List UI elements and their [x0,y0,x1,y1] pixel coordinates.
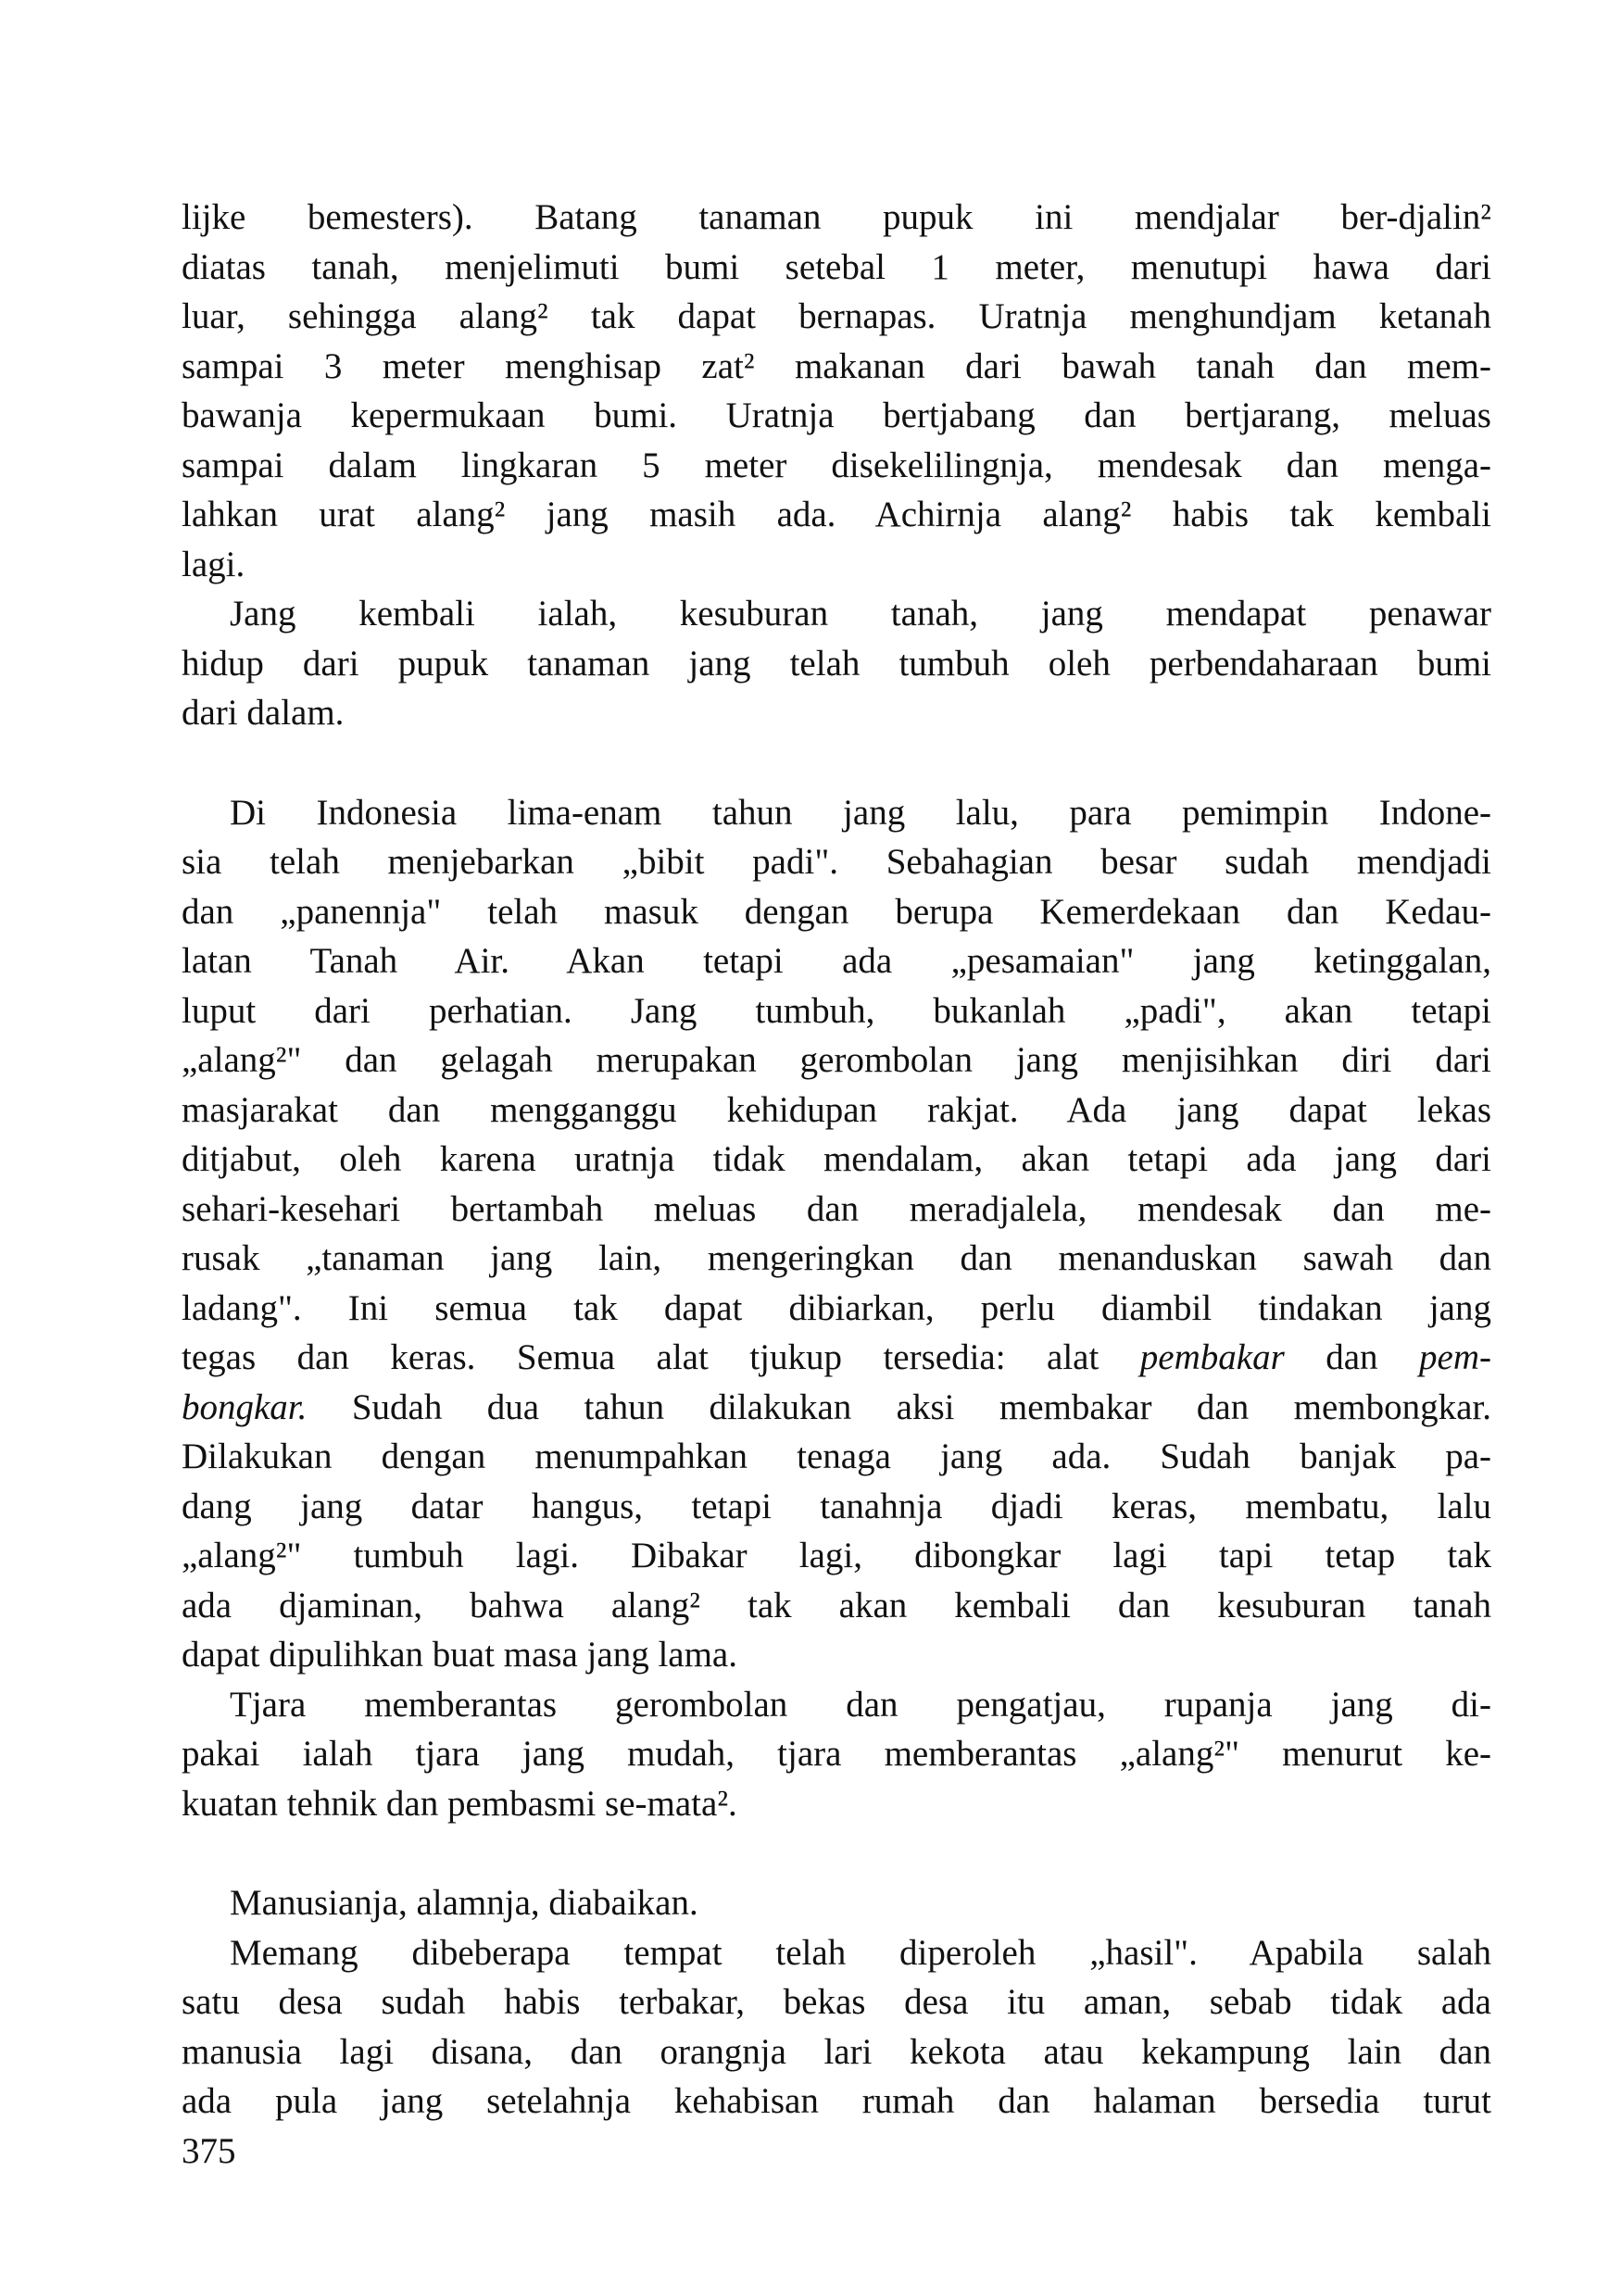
text-line: diatas tanah, menjelimuti bumi setebal 1 meter, menutupi hawa dari [182,246,1491,287]
text-line: rusak „tanaman jang lain, mengeringkan dan menanduskan sawah dan [182,1238,1491,1278]
text-line: ditjabut, oleh karena uratnja tidak mendalam, akan tetapi ada jang dari [182,1139,1491,1179]
text-line: luput dari perhatian. Jang tumbuh, bukanlah „padi", akan tetapi [182,990,1491,1031]
paragraph [182,1680,1491,1829]
text-line: „alang²" dan gelagah merupakan gerombolan jang menjisihkan diri dari [182,1040,1491,1080]
text-line: satu desa sudah habis terbakar, bekas desa itu aman, sebab tidak ada [182,1982,1491,2022]
text-line: dapat dipulihkan buat masa jang lama. [182,1635,737,1675]
text-line: Di Indonesia lima-enam tahun jang lalu, para pemimpin Indone- [230,792,1491,833]
text-line [182,1333,1491,1383]
italic-text-run: pembakar [1139,1337,1285,1377]
text-line: Memang dibeberapa tempat telah diperoleh „hasil". Apabila salah [230,1932,1491,1973]
italic-text-run: pem- [1419,1337,1491,1377]
text-line: ada djaminan, bahwa alang² tak akan kembali dan kesuburan tanah [182,1585,1491,1625]
paragraph [182,1928,1491,2127]
text-line: Tjara memberantas gerombolan dan pengatjau, rupanja jang di- [230,1684,1491,1725]
text-block [182,193,1491,2176]
page-number: 375 [182,2130,236,2171]
text-line: ada pula jang setelahnja kehabisan rumah dan halaman bersedia turut [182,2081,1491,2121]
text-line: dan „panennja" telah masuk dengan berupa Kemerdekaan dan Kedau- [182,891,1491,932]
text-line: latan Tanah Air. Akan tetapi ada „pesamaian" jang ketinggalan, [182,941,1491,981]
text-line: masjarakat dan mengganggu kehidupan rakjat. Ada jang dapat lekas [182,1089,1491,1130]
paragraph [182,788,1491,1680]
text-run: tegas dan keras. Semua alat tjukup tersedia: alat [182,1337,1140,1377]
text-line: Jang kembali ialah, kesuburan tanah, jang mendapat penawar [230,594,1491,634]
text-line: ladang". Ini semua tak dapat dibiarkan, perlu diambil tindakan jang [182,1287,1491,1328]
italic-text-run: bongkar. [182,1386,308,1427]
text-line: hidup dari pupuk tanaman jang telah tumbuh oleh perbendaharaan bumi [182,643,1491,684]
text-line: sampai 3 meter menghisap zat² makanan dari bawah tanah dan mem- [182,345,1491,386]
text-line: lagi. [182,544,245,584]
paragraph [182,193,1491,589]
text-line: lahkan urat alang² jang masih ada. Achirnja alang² habis tak kembali [182,495,1491,534]
text-run: dan [1284,1337,1420,1377]
text-line: dari dalam. [182,693,345,733]
paragraphs-container [182,193,1491,2127]
text-line: sia telah menjebarkan „bibit padi". Sebahagian besar sudah mendjadi [182,842,1491,882]
text-line: sampai dalam lingkaran 5 meter disekelilingnja, mendesak dan menga- [182,445,1491,485]
paragraph [182,589,1491,738]
text-line: pakai ialah tjara jang mudah, tjara memberantas „alang²" menurut ke- [182,1734,1491,1774]
text-line: manusia lagi disana, dan orangnja lari kekota atau kekampung lain dan [182,2031,1491,2072]
text-line: dang jang datar hangus, tetapi tanahnja djadi keras, membatu, lalu [182,1486,1491,1526]
text-line: „alang²" tumbuh lagi. Dibakar lagi, dibongkar lagi tapi tetap tak [182,1536,1491,1575]
paragraph [182,1878,1491,1928]
text-line: sehari-kesehari bertambah meluas dan meradjalela, mendesak dan me- [182,1188,1491,1229]
text-line: luar, sehingga alang² tak dapat bernapas. Uratnja menghundjam ketanah [182,296,1491,336]
text-line: Dilakukan dengan menumpahkan tenaga jang ada. Sudah banjak pa- [182,1437,1491,1476]
text-line: Manusianja, alamnja, diabaikan. [230,1883,698,1923]
text-line [182,1383,1491,1433]
text-line: lijke bemesters). Batang tanaman pupuk ini mendjalar ber-djalin² [182,197,1491,237]
text-line: bawanja kepermukaan bumi. Uratnja bertjabang dan bertjarang, meluas [182,395,1491,435]
text-line: kuatan tehnik dan pembasmi se-mata². [182,1783,737,1824]
text-run: Sudah dua tahun dilakukan aksi membakar dan membongkar. [307,1386,1491,1427]
